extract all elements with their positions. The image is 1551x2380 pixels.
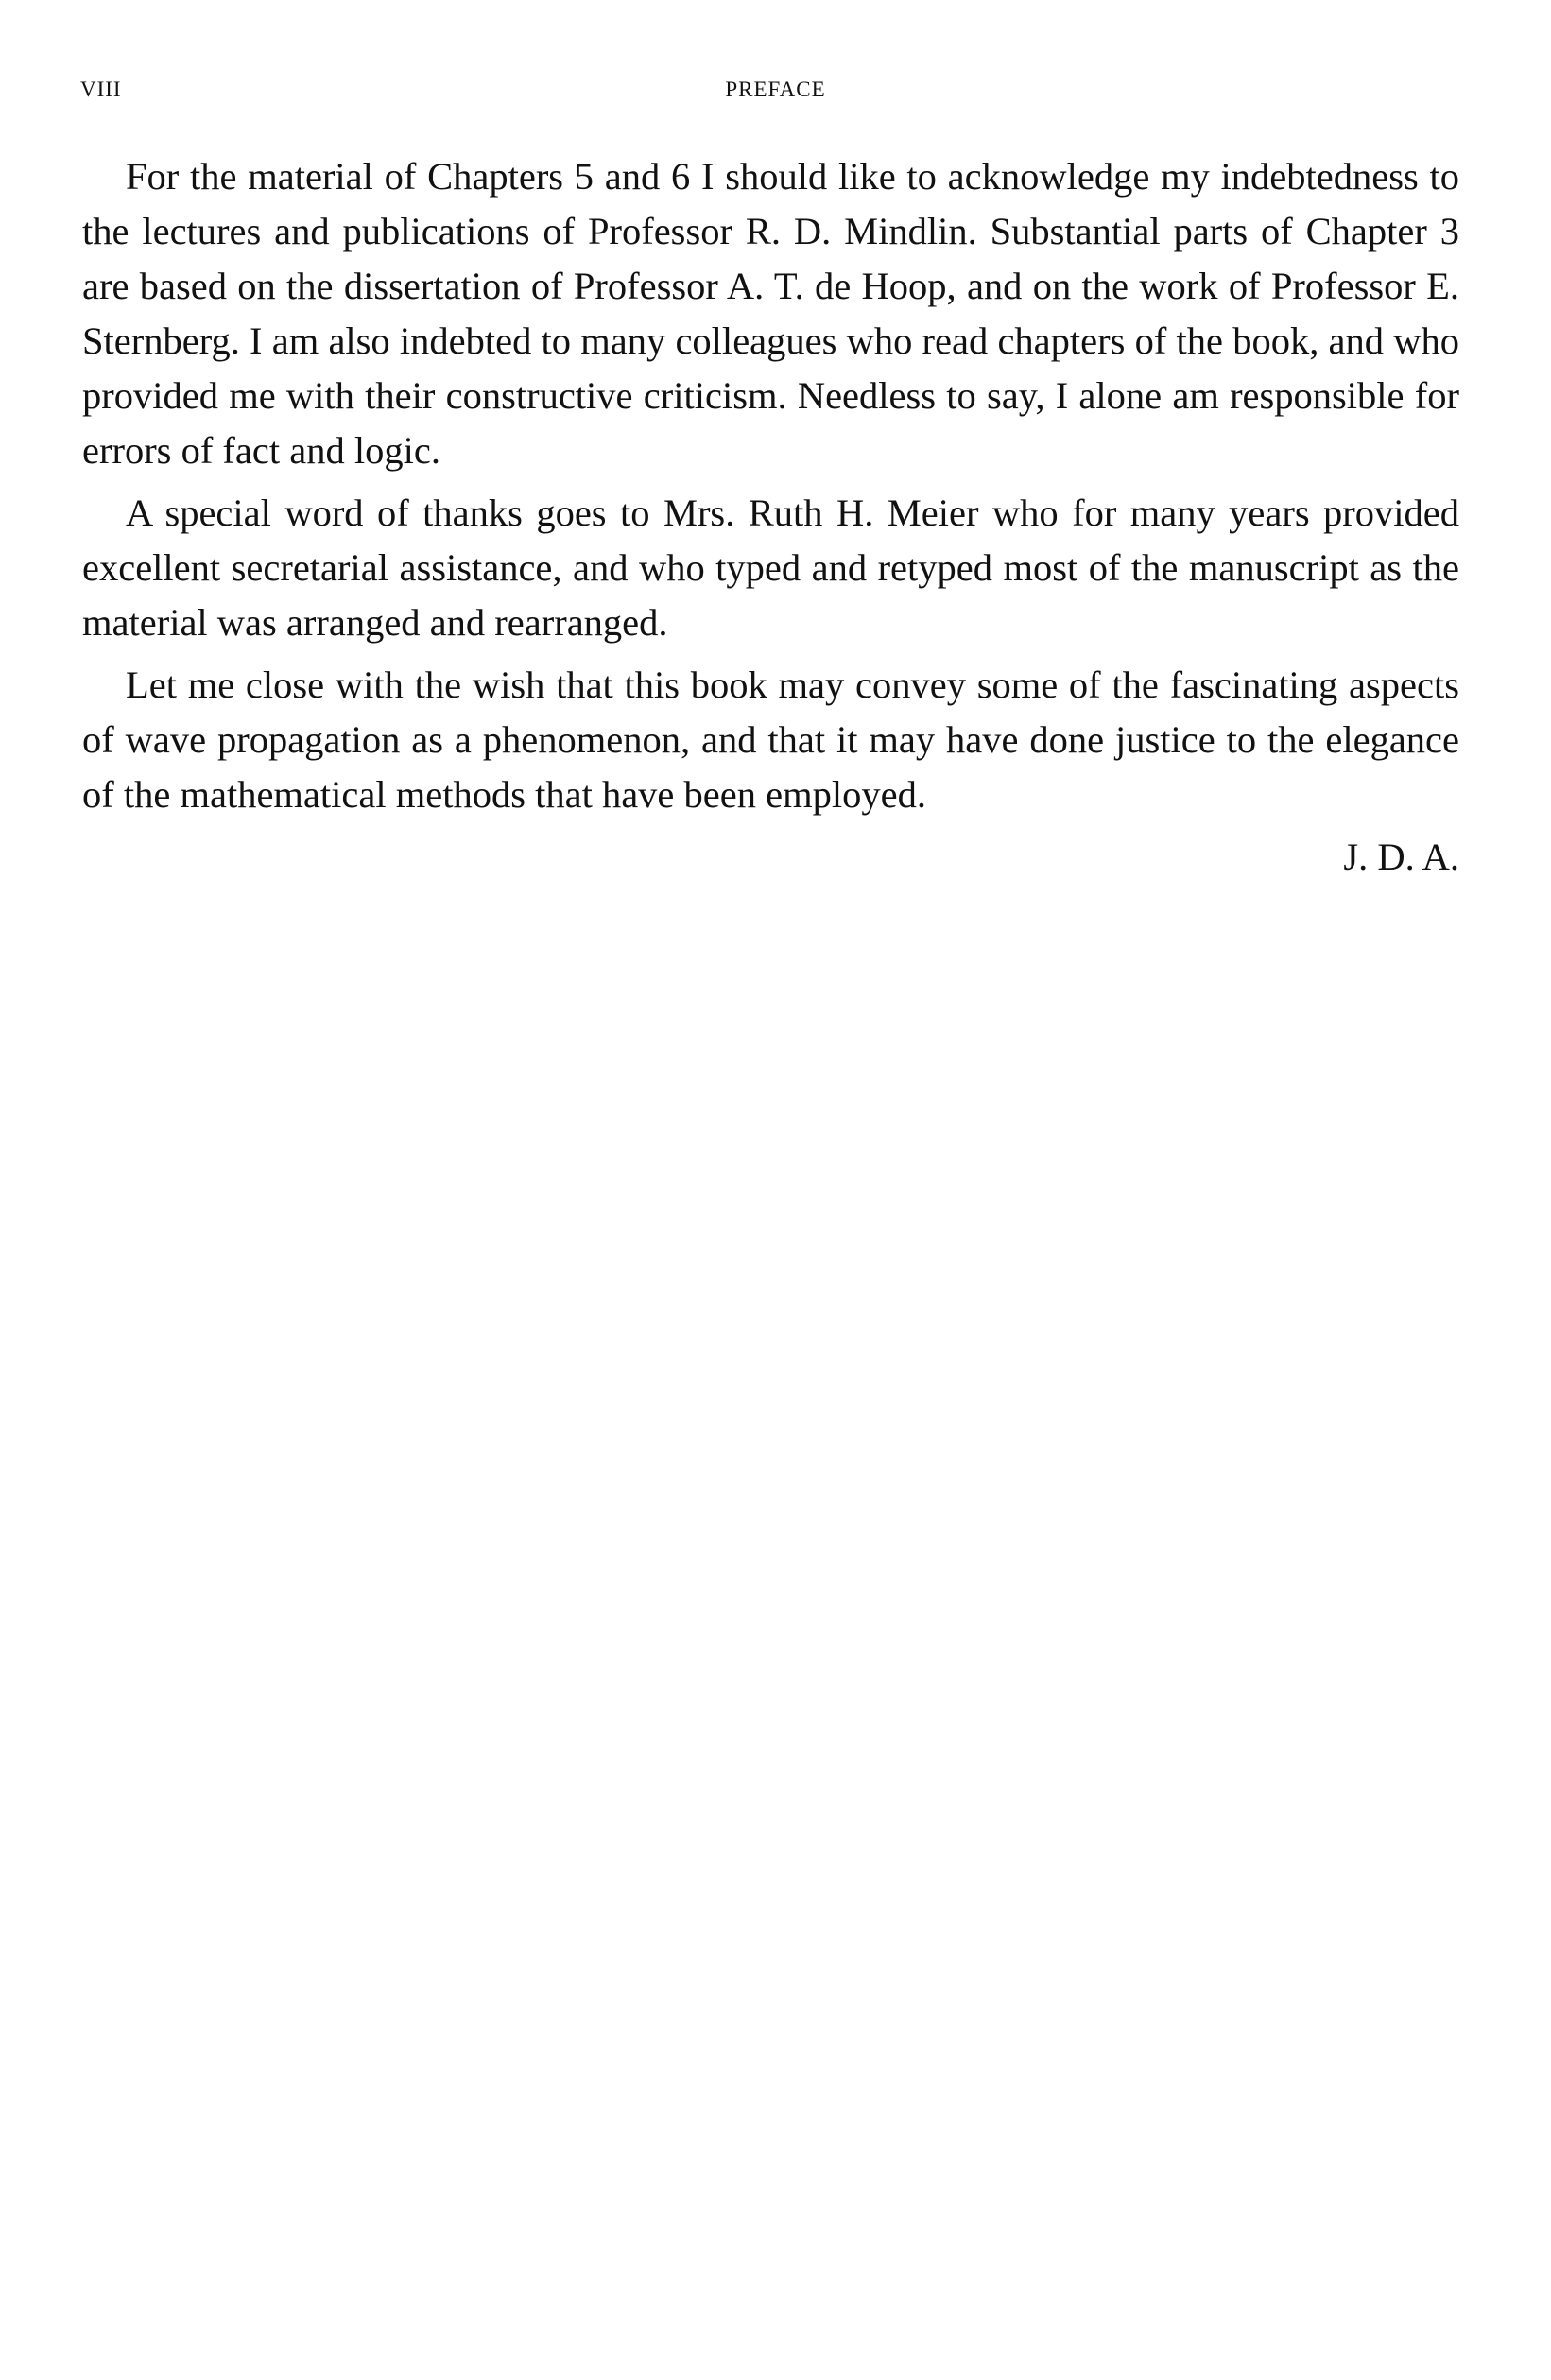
- preface-body: [82, 149, 1459, 885]
- page-number: VIII: [80, 78, 122, 101]
- running-head: [0, 78, 1551, 106]
- author-initials: J. D. A.: [1343, 836, 1459, 878]
- paragraph-thanks: A special word of thanks goes to Mrs. Ruth H. Meier who for many years provided excellent secretarial assistance, and who typed and retyped most of the manuscript as the material was arranged and rearranged.: [82, 492, 1459, 644]
- running-title: PREFACE: [725, 78, 826, 101]
- paragraph-closing: Let me close with the wish that this book may convey some of the fascinating aspects of wave propagation as a phenomenon, and that it may have done justice to the elegance of the mathematical methods that have been employed.: [82, 664, 1459, 816]
- paragraph-acknowledgements: For the material of Chapters 5 and 6 I should like to acknowledge my indebtedness to the lectures and publications of Professor R. D. Mindlin. Substantial parts of Chapter 3 are based on the dissertation of Professor A. T. de Hoop, and on the work of Professor E. Sternberg. I am also indebted to many colleagues who read chapters of the book, and who provided me with their constructive criticism. Needless to say, I alone am responsible for errors of fact and logic.: [82, 155, 1459, 472]
